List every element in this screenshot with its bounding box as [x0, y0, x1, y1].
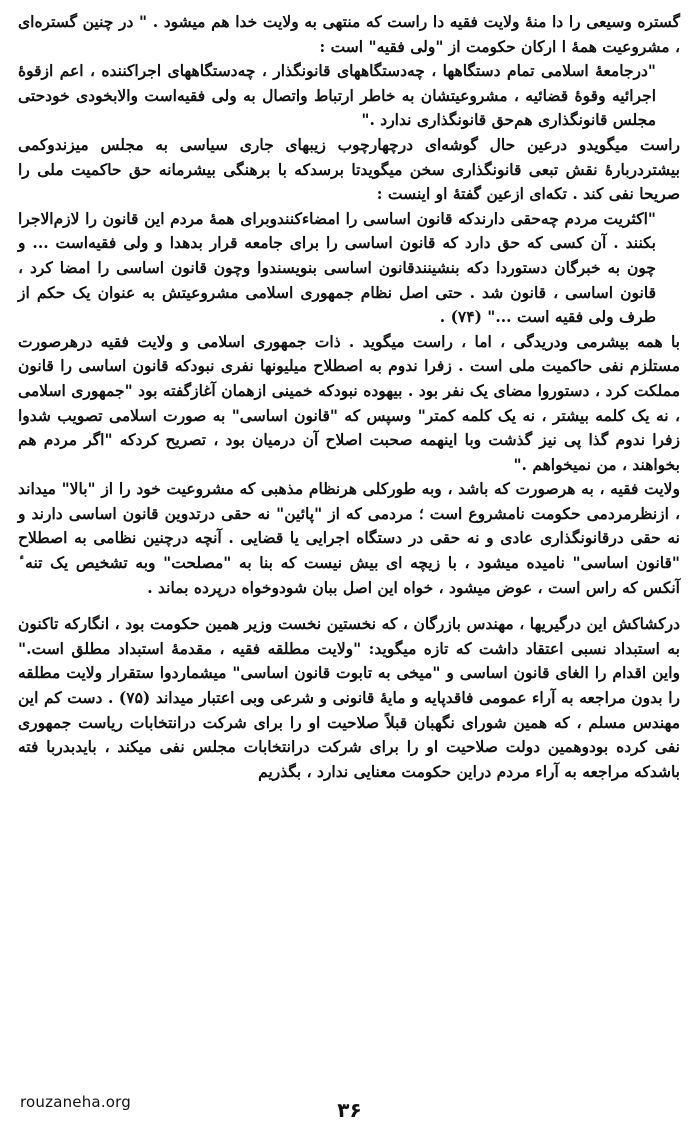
paragraph-4: ولایت فقیه ، به‌ هرصورت که باشد ، وبه‌ طورکلی هرنظام مذهبی که‌ مشروعیت خود را از "بالا" میداند ، ازنظرمردمی حکومت نامشروع است ؛ مردمی که از "پائین" نه‌ حقی درتدوین قانون اساسی دارند و نه‌ حقی درقانونگذاری عادی و نه‌ حقی در دستگاه اجرایی یا قضایی . آنچه‌ درچنین نظامی به‌ اصطلاح "قانون اساسی" نامیده میشود ، با زیچه‌ ای بیش نیست که بنا به‌ "مصلحت" وبه‌ تشخیص یک تنه‌ ٔ آنکس که راس است ، عوض میشود ، خواه این اصل ببان شودوخواه درپرده‌ بماند . [18, 479, 680, 597]
quote-1: "درجامعهٔ اسلامی تمام دستگاهها ، چه‌دستگاههای قانونگذار ، چه‌دستگاههای اجراکننده ، اعم ازقوهٔ اجرائیه‌ وقوهٔ قضائیه ، مشروعیتشان به‌ خاطر ارتباط واتصال به‌ ولی فقیه‌است والابخودی خودحتی مجلس قانونگذاری هم‌حق قانونگذاری ندارد ." [18, 61, 656, 130]
paragraph-1: گستره‌ وسیعی را دا منه‌ٔ ولایت فقیه‌ دا راست که منتهی به‌ ولایت خدا هم میشود . " در چنین گستره‌ای ، مشروعیت همه‌ٔ ا ارکان حکومت از "ولی فقیه" است : [18, 12, 680, 56]
site-watermark: rouzaneha.org [20, 1093, 131, 1111]
page-number: ۳۶ [337, 1098, 362, 1122]
paragraph-3: با همه‌ بیشرمی ودریدگی ، اما ، راست میگوید . ذات جمهوری اسلامی و ولایت فقیه‌ درهرصورت مستلزم نفی حاکمیت ملی است . زفرا ندوم به‌ اصطلاح میلیونها نفری نبودکه‌ قانون اساسی را قانون مملکت کرد ، دستوروا مضای یک نفر بود . بیهوده نبودکه‌ خمینی ازهمان آغازگفته‌ بود "جمهوری اسلامی ، نه‌ یک کلمه‌ بیشتر ، نه‌ یک کلمه کمتر" وسپس که "قانون اساسی" به‌ صورت اسلامی تصویب شدوا زفرا ندوم گذا پی نیز گذشت وبا اینهمه‌ صحبت اصلاح آن درمیان بود ، تصریح کردکه "اگر مردم هم بخواهند ، من نمیخواهم ." [18, 331, 680, 474]
paragraph-2: راست میگویدو درعین حال گوشه‌ای درچهارچوب زیبهای جاری سیاسی به‌ مجلس میزندوکمی بیشتردربارهٔ نقش تبعی قانونگذاری سخن میگویدتا برسدکه با برهنگی بیشرمانه حق حاکمیت ملی را صریحا نفی کند . تکه‌ای ازعین گفته‌ٔ او اینست : [18, 134, 680, 204]
paragraph-5: درکشاکش این درگیریها ، مهندس بازرگان ، که‌ نخستین نخست وزیر همین حکومت بود ، انگارکه‌ تاکنون به‌ استبداد نسبی اعتقاد داشت که‌ تازه میگوید: "ولایت مطلقه‌ فقیه ، مقدمه‌ٔ استبداد مطلق است." واین اقدام را الغای قانون اساسی و "میخی به‌ تابوت قانون اساسی" میشماردوا ستقرار ولایت مطلقه را بدون مراجعه به‌ آراء عمومی فاقدپایه‌ و مایه‌ٔ قانونی و شرعی وبی اعتبار میداند (۷۵) . دست کم این مهندس مسلم ، که‌ همین شورای نگهبان قبلاً صلاحیت او را برای شرکت درانتخابات ریاست جمهوری نفی کرده‌ بودوهمین دولت صلاحیت او را برای شرکت درانتخابات مجلس نفی میکند ، بایدبدربا فته‌ باشدکه‌ مراجعه‌ به‌ آراء مردم دراین حکومت معنایی ندارد ، بگذریم [18, 614, 680, 781]
body-text [18, 10, 680, 784]
quote-2: "اکثریت مردم چه‌حقی دارندکه‌ قانون اساسی را امضاءکنندوبرای همهٔ مردم این قانون را لازم‌الاجرا بکنند . آن کسی که حق دارد که قانون اساسی را برای جامعه‌ قرار بدهدا و ولی فقیه‌است ... و چون به‌ خبرگان دستوردا دکه‌ بنشینندقانون اساسی بنویسندوا وچون قانون اساسی را امضا کرد ، قانون اساسی ، قانون شد . حتی اصل نظام جمهوری اسلامی مشروعیتش به‌ عنوان یک حکم از طرف ولی فقیه‌ است ..." (۷۴) . [18, 208, 656, 327]
